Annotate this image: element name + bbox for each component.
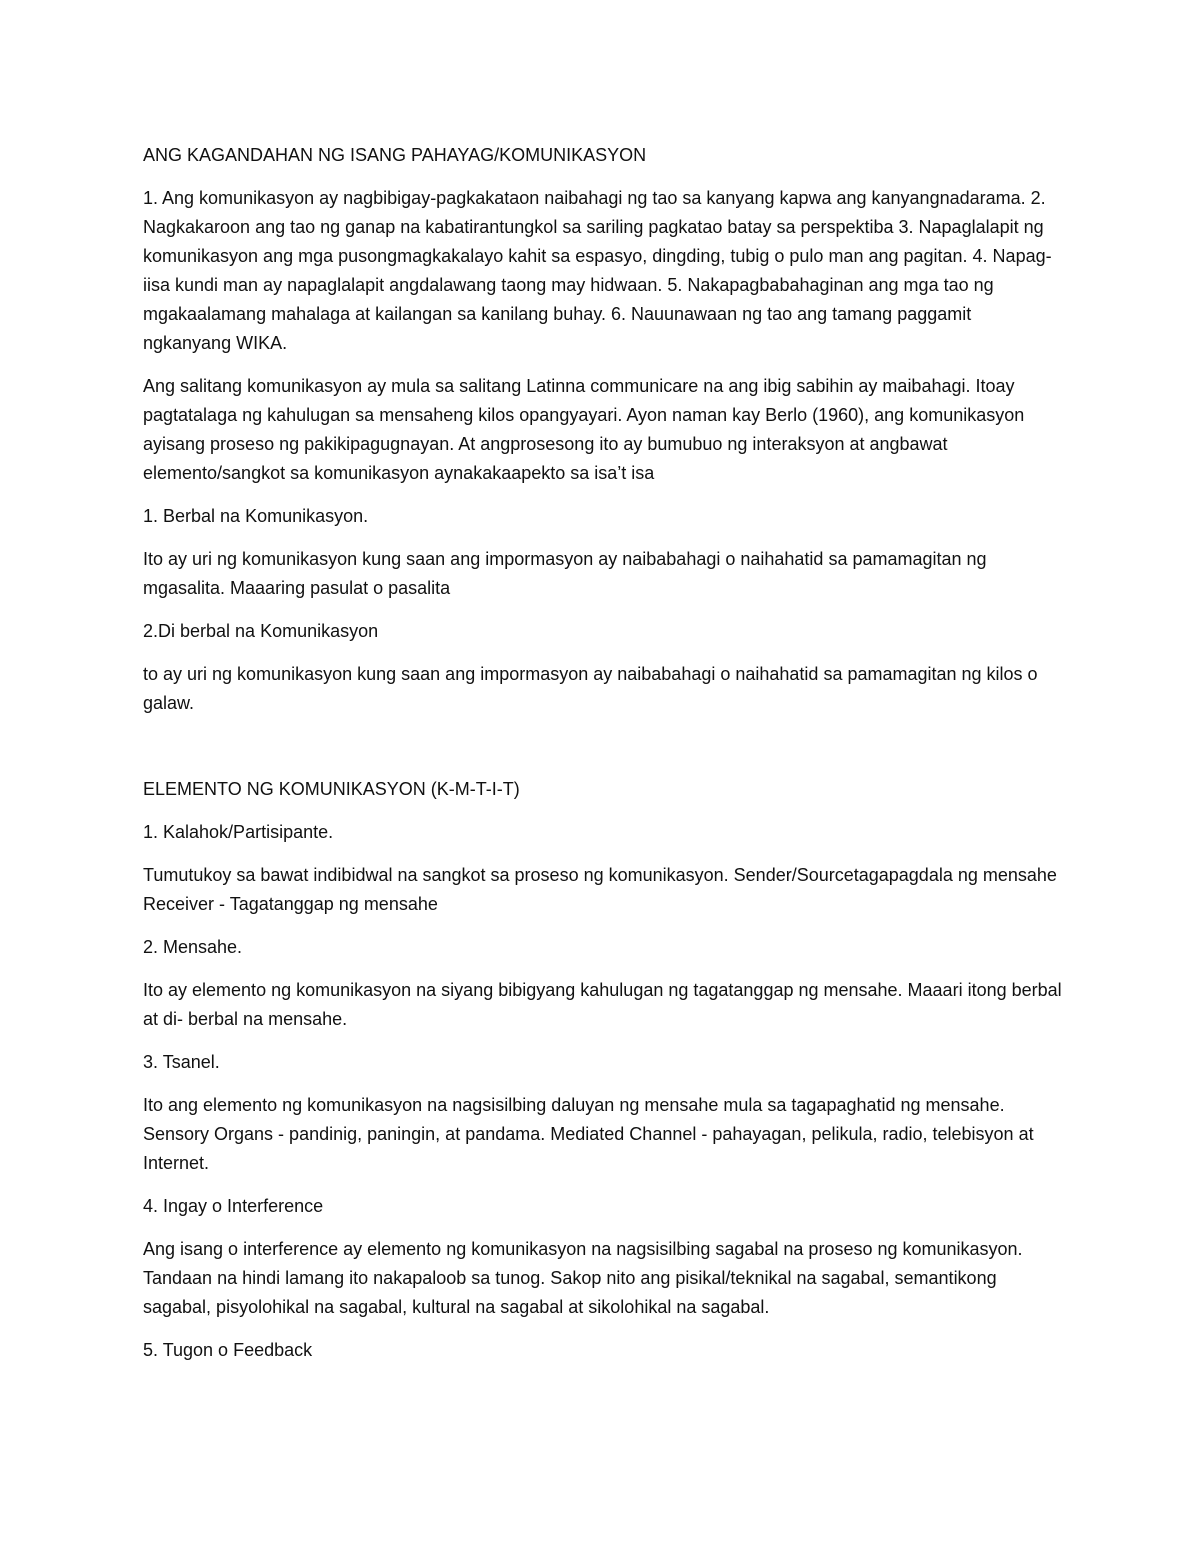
element-paragraph-ingay: Ang isang o interference ay elemento ng komunikasyon na nagsisilbing sagabal na proseso ng komunikasyon. Tandaan na hindi lamang ito nakapaloob sa tunog. Sakop nito ang pisikal/teknikal na sagabal, semantikong sagabal, pisyolohikal na sagabal, kultural na sagabal at sikolohikal na sagabal.: [143, 1239, 1028, 1317]
verbal-paragraph: Ito ay uri ng komunikasyon kung saan ang impormasyon ay naibabahagi o naihahatid sa pamamagitan ng mgasalita. Maaaring pasulat o pasalita: [143, 549, 992, 598]
element-heading-tsanel: 3. Tsanel.: [143, 1052, 220, 1072]
element-paragraph-kalahok: Tumutukoy sa bawat indibidwal na sangkot sa proseso ng komunikasyon. Sender/Sourcetagapagdala ng mensahe Receiver - Tagatanggap ng mensahe: [143, 865, 1062, 914]
benefits-list-paragraph: 1. Ang komunikasyon ay nagbibigay-pagkakataon naibahagi ng tao sa kanyang kapwa ang kanyangnadarama. 2. Nagkakaroon ang tao ng ganap na kabatirantungkol sa sariling pagkatao batay sa perspektiba 3. Napaglalapit ng komunikasyon ang mga pusongmagkakalayo kahit sa espasyo, dingding, tubig o pulo man ang pagitan. 4. Napag-iisa kundi man ay napaglalapit angdalawang taong may hidwaan. 5. Nakapagbabahaginan ang mga tao ng mgakaalamang mahalaga at kailangan sa kanilang buhay. 6. Nauunawaan ng tao ang tamang paggamit ngkanyang WIKA.: [143, 188, 1052, 353]
element-paragraph-tsanel: Ito ang elemento ng komunikasyon na nagsisilbing daluyan ng mensahe mula sa tagapaghatid ng mensahe. Sensory Organs - pandinig, paningin, at pandama. Mediated Channel - pahayagan, pelikula, radio, telebisyon at Internet.: [143, 1095, 1039, 1173]
section-spacer: [143, 732, 1063, 775]
document-body: [143, 141, 1067, 1379]
verbal-heading: 1. Berbal na Komunikasyon.: [143, 506, 369, 526]
element-paragraph-mensahe: Ito ay elemento ng komunikasyon na siyang bibigyang kahulugan ng tagatanggap ng mensahe. Maaari itong berbal at di- berbal na mensahe.: [143, 980, 1067, 1029]
section-title-elemento: ELEMENTO NG KOMUNIKASYON (K-M-T-I-T): [143, 779, 520, 799]
nonverbal-paragraph: to ay uri ng komunikasyon kung saan ang impormasyon ay naibabahagi o naihahatid sa pamamagitan ng kilos o galaw.: [143, 664, 1043, 713]
nonverbal-heading: 2.Di berbal na Komunikasyon: [143, 621, 379, 641]
element-heading-ingay: 4. Ingay o Interference: [143, 1196, 324, 1216]
element-heading-mensahe: 2. Mensahe.: [143, 937, 243, 957]
element-heading-tugon: 5. Tugon o Feedback: [143, 1340, 313, 1360]
section-title-kagandahan: ANG KAGANDAHAN NG ISANG PAHAYAG/KOMUNIKASYON: [143, 145, 647, 165]
element-heading-kalahok: 1. Kalahok/Partisipante.: [143, 822, 334, 842]
definition-paragraph: Ang salitang komunikasyon ay mula sa salitang Latinna communicare na ang ibig sabihin ay maibahagi. Itoay pagtatalaga ng kahulugan sa mensaheng kilos opangyayari. Ayon naman kay Berlo (1960), ang komunikasyon ayisang proseso ng pakikipagugnayan. At angprosesong ito ay bumubuo ng interaksyon at angbawat elemento/sangkot sa komunikasyon aynakakaapekto sa isa’t isa: [143, 376, 1030, 483]
